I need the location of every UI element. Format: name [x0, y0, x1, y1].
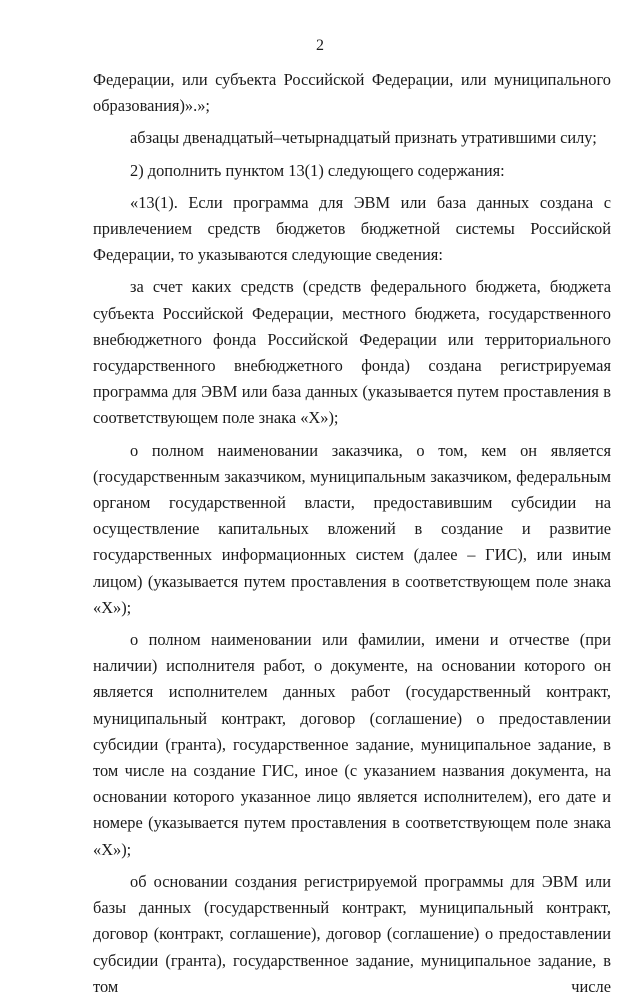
- paragraph-contractor-info: о полном наименовании или фамилии, имени и отчестве (при наличии) исполнителя работ, о документе, на основании которого он является исполнителем данных работ (государственный контракт, муниципальный контракт, договор (соглашение) о предоставлении субсидии (гранта), государственное задание, муниципальное задание, в том числе на создание ГИС, иное (с указанием названия документа, на основании которого указанное лицо является исполнителем), его дате и номере (указывается путем проставления в соответствующем поле знака «X»);: [93, 630, 611, 859]
- paragraph-amendment-intro: 2) дополнить пунктом 13(1) следующего содержания:: [130, 160, 505, 180]
- document-body: [93, 67, 611, 1000]
- page-number: 2: [316, 37, 324, 54]
- paragraph-customer-info: о полном наименовании заказчика, о том, кем он является (государственным заказчиком, муниципальным заказчиком, федеральным органом государственной власти, предоставившим субсидии на осуществление капитальных вложений в создание и развитие государственных информационных систем (далее – ГИС), или иным лицом) (указывается путем проставления в соответствующем поле знака «X»);: [93, 440, 611, 617]
- paragraph-clause-13-1: «13(1). Если программа для ЭВМ или база данных создана с привлечением средств бюджетов бюджетной системы Российской Федерации, то указываются следующие сведения:: [93, 192, 611, 265]
- paragraph-funding-source: за счет каких средств (средств федерального бюджета, бюджета субъекта Российской Федерации, местного бюджета, государственного внебюджетного фонда Российской Федерации или территориального государственного внебюджетного фонда) создана регистрируемая программа для ЭВМ или база данных (указывается путем проставления в соответствующем поле знака «X»);: [93, 277, 611, 428]
- paragraph-continuation: Федерации, или субъекта Российской Федерации, или муниципального образования)».»;: [93, 70, 611, 116]
- paragraph-repeal-clause: абзацы двенадцатый–четырнадцатый признать утратившими силу;: [130, 128, 597, 148]
- paragraph-creation-basis: об основании создания регистрируемой программы для ЭВМ или базы данных (государственный контракт, муниципальный контракт, договор (контракт, соглашение), договор (соглашение) о предоставлении субсидии (гранта), государственное задание, муниципальное задание, в том числе: [93, 871, 611, 996]
